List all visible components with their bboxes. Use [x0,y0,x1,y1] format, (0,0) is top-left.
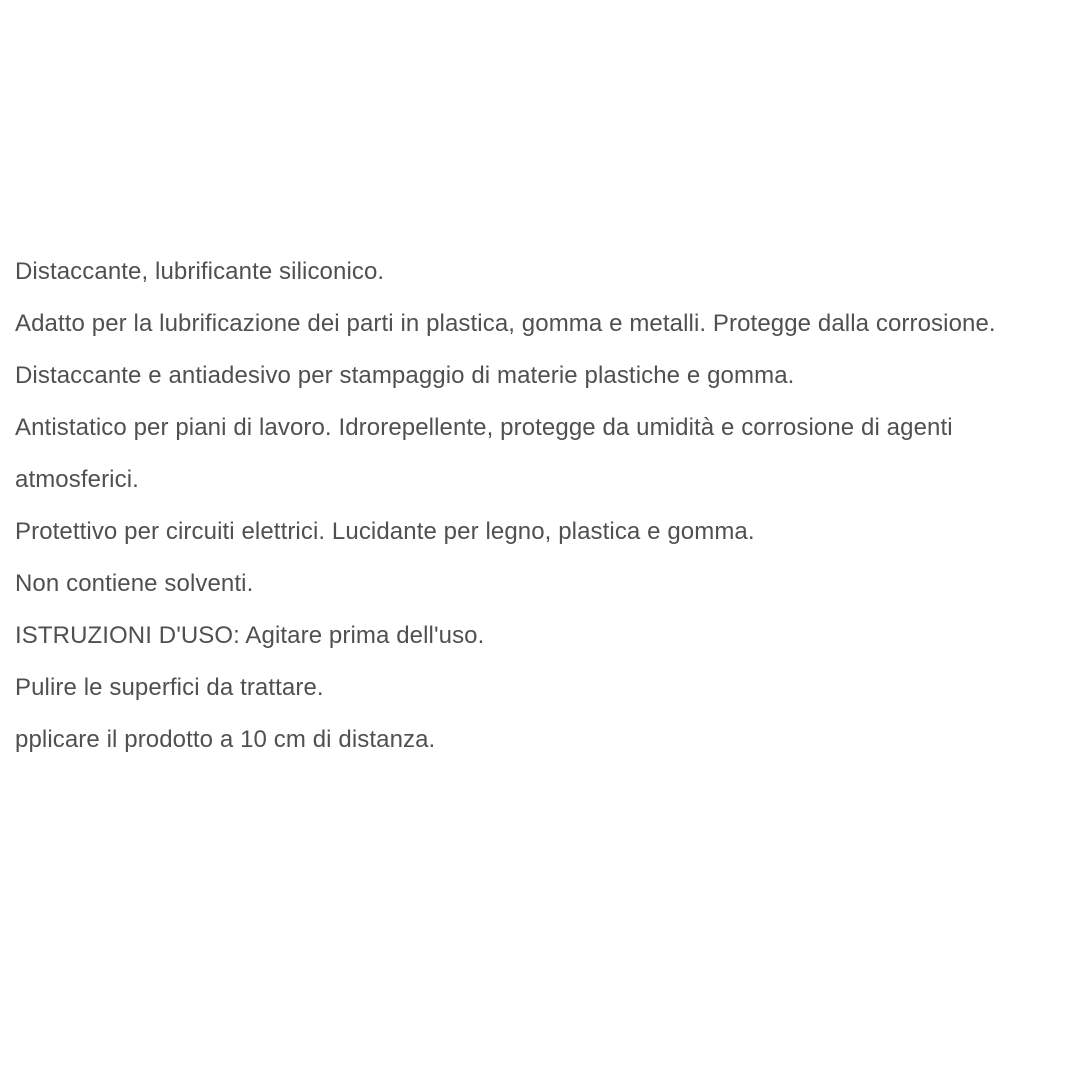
usage-instructions-line: ISTRUZIONI D'USO: Agitare prima dell'uso. [15,622,485,649]
usage-instructions-line: pplicare il prodotto a 10 cm di distanza. [15,726,436,753]
description-line: Distaccante, lubrificante siliconico. [15,258,385,285]
usage-instructions-line: Pulire le superfici da trattare. [15,674,324,701]
description-line: Distaccante e antiadesivo per stampaggio di materie plastiche e gomma. [15,362,795,389]
description-line: Antistatico per piani di lavoro. Idrorepellente, protegge da umidità e corrosione di agenti atmosferici. [15,414,953,493]
description-line: Non contiene solventi. [15,570,254,597]
product-description [15,246,1055,766]
description-line: Adatto per la lubrificazione dei parti in plastica, gomma e metalli. Protegge dalla corrosione. [15,310,996,337]
description-line: Protettivo per circuiti elettrici. Lucidante per legno, plastica e gomma. [15,518,755,545]
